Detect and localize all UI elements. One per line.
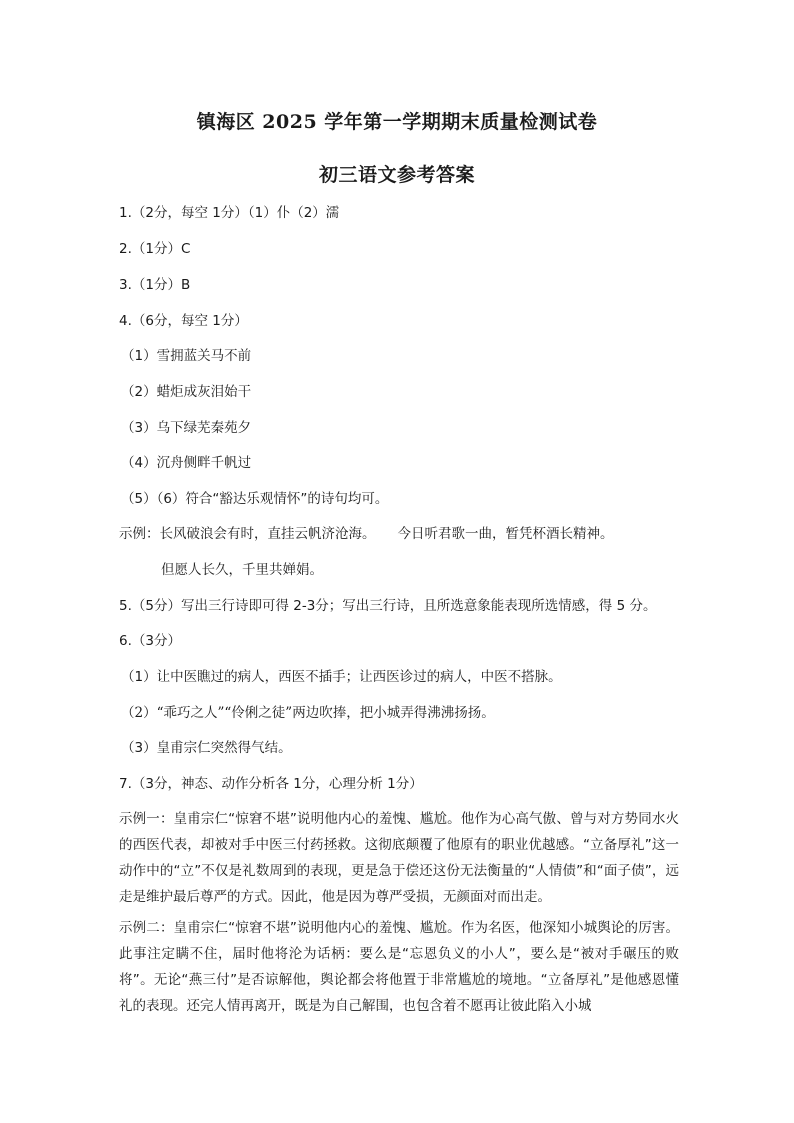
answer-q1: 1.（2分，每空 1分）（1）仆（2）濡 — [119, 205, 340, 221]
answer-q3: 3.（1分）B — [119, 277, 191, 293]
answer-q4-item-4: （4）沉舟侧畔千帆过 — [121, 455, 252, 471]
answer-q4-head: 4.（6分，每空 1分） — [119, 313, 248, 329]
answer-q4-item-3: （3）乌下绿芜秦苑夕 — [121, 420, 252, 436]
answer-q6-item-1: （1）让中医瞧过的病人，西医不插手；让西医诊过的病人，中医不搭脉。 — [121, 669, 562, 685]
answer-q4-example-b: 今日听君歌一曲，暂凭杯酒长精神。 — [397, 526, 614, 542]
answer-q7-head: 7.（3分，神态、动作分析各 1分，心理分析 1分） — [119, 776, 423, 792]
answer-q4-item-5: （5）（6）符合“豁达乐观情怀”的诗句均可。 — [121, 491, 389, 507]
answer-q6-item-3: （3）皇甫宗仁突然得气结。 — [121, 740, 292, 756]
answer-q4-example-c: 但愿人长久，千里共婵娟。 — [161, 562, 323, 578]
answer-q2: 2.（1分）C — [119, 241, 191, 257]
document-subtitle: 初三语文参考答案 — [318, 164, 475, 186]
answer-q7-example-1: 示例一：皇甫宗仁“惊窘不堪”说明他内心的羞愧、尴尬。他作为心高气傲、曾与对方势同水火的西医代表，却被对手中医三付药拯救。这彻底颠覆了他原有的职业优越感。“立备厚礼”这一动作中的“立”不仅是礼数周到的表现，更是急于偿还这份无法衡量的“人情债”和“面子债”，远走是维护最后尊严的方式。因此，他是因为尊严受损，无颜面对而出走。 — [119, 811, 679, 905]
answer-q5: 5.（5分）写出三行诗即可得 2-3分；写出三行诗，且所选意象能表现所选情感，得 5 分。 — [119, 598, 657, 614]
answer-q4-item-2: （2）蜡炬成灰泪始干 — [121, 384, 252, 400]
answer-q6-item-2: （2）“乖巧之人”“伶俐之徒”两边吹捧，把小城弄得沸沸扬扬。 — [121, 705, 495, 721]
answer-q4-item-1: （1）雪拥蓝关马不前 — [121, 348, 252, 364]
answer-q6-head: 6.（3分） — [119, 633, 181, 649]
answer-q7-example-2: 示例二：皇甫宗仁“惊窘不堪”说明他内心的羞愧、尴尬。作为名医，他深知小城舆论的厉害。此事注定瞒不住，届时他将沦为话柄：要么是“忘恩负义的小人”，要么是“被对手碾压的败将”。无论“燕三付”是否谅解他，舆论都会将他置于非常尴尬的境地。“立备厚礼”是他感恩懂礼的表现。还完人情再离开，既是为自己解围，也包含着不愿再让彼此陷入小城 — [119, 920, 679, 1014]
answer-q4-example — [119, 524, 614, 544]
document-title: 镇海区 2025 学年第一学期期末质量检测试卷 — [196, 111, 598, 133]
answer-q4-example-a: 示例：长风破浪会有时，直挂云帆济沧海。 — [119, 526, 376, 542]
